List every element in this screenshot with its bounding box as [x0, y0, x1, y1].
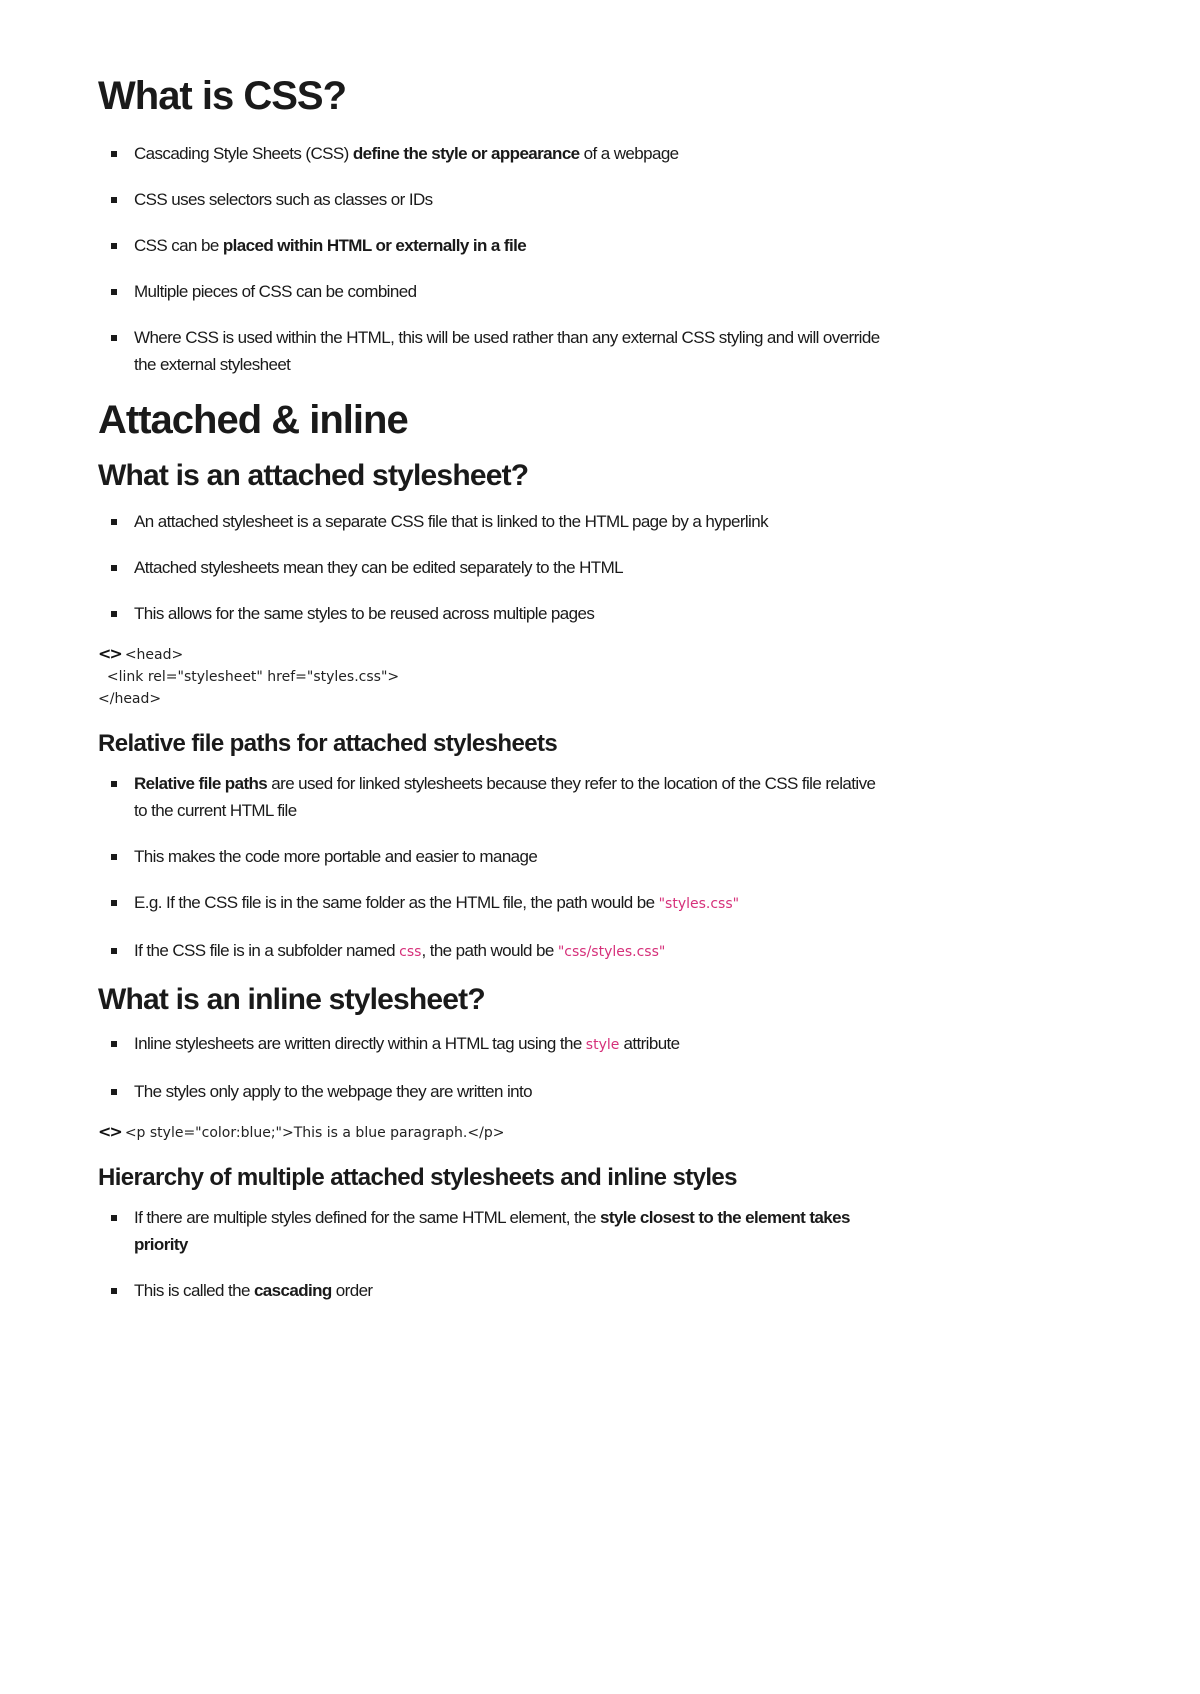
- inline-code: "css/styles.css": [557, 944, 666, 960]
- inline-code: style: [585, 1037, 620, 1053]
- code-line: <head>: [124, 647, 184, 663]
- list-item: CSS can be placed within HTML or externally in a file: [98, 232, 888, 259]
- code-block-attached: [98, 643, 888, 710]
- heading-what-is-css: What is CSS?: [98, 74, 347, 118]
- list-item: Multiple pieces of CSS can be combined: [98, 278, 888, 305]
- list-item: Attached stylesheets mean they can be edited separately to the HTML: [98, 554, 888, 581]
- list-item: The styles only apply to the webpage they are written into: [98, 1078, 888, 1105]
- list-item: E.g. If the CSS file is in the same folder as the HTML file, the path would be "styles.css": [98, 889, 888, 918]
- heading-inline-stylesheet: What is an inline stylesheet?: [98, 983, 485, 1016]
- hierarchy-list: [98, 1204, 888, 1304]
- document-page: [98, 70, 888, 1304]
- list-item: This makes the code more portable and easier to manage: [98, 843, 888, 870]
- inline-code: "styles.css": [658, 896, 740, 912]
- code-brackets-icon: <>: [98, 1122, 121, 1141]
- attached-list: [98, 508, 888, 627]
- inline-list: [98, 1030, 888, 1105]
- heading-relative-paths: Relative file paths for attached stylesheets: [98, 730, 558, 757]
- list-item: Cascading Style Sheets (CSS) define the style or appearance of a webpage: [98, 140, 888, 167]
- inline-code: css: [399, 944, 422, 960]
- list-item: Relative file paths are used for linked stylesheets because they refer to the location of the CSS file relative to the current HTML file: [98, 770, 888, 824]
- heading-attached-stylesheet: What is an attached stylesheet?: [98, 459, 529, 492]
- code-line: <link rel="stylesheet" href="styles.css">: [98, 669, 400, 685]
- list-item: If the CSS file is in a subfolder named css, the path would be "css/styles.css": [98, 937, 888, 966]
- list-item: This is called the cascading order: [98, 1277, 888, 1304]
- code-block-inline: [98, 1121, 888, 1144]
- heading-hierarchy: Hierarchy of multiple attached stylesheets and inline styles: [98, 1164, 737, 1191]
- list-item: This allows for the same styles to be reused across multiple pages: [98, 600, 888, 627]
- list-item: CSS uses selectors such as classes or IDs: [98, 186, 888, 213]
- list-item: An attached stylesheet is a separate CSS file that is linked to the HTML page by a hyperlink: [98, 508, 888, 535]
- code-brackets-icon: <>: [98, 644, 121, 663]
- list-item: If there are multiple styles defined for the same HTML element, the style closest to the element takes priority: [98, 1204, 888, 1258]
- code-line: <p style="color:blue;">This is a blue paragraph.</p>: [124, 1125, 505, 1141]
- list-item: Inline stylesheets are written directly within a HTML tag using the style attribute: [98, 1030, 888, 1059]
- code-line: </head>: [98, 691, 162, 707]
- list-item: Where CSS is used within the HTML, this will be used rather than any external CSS styling and will override the external stylesheet: [98, 324, 888, 378]
- relative-paths-list: [98, 770, 888, 966]
- css-definition-list: [98, 140, 888, 378]
- heading-attached-inline: Attached & inline: [98, 398, 408, 442]
